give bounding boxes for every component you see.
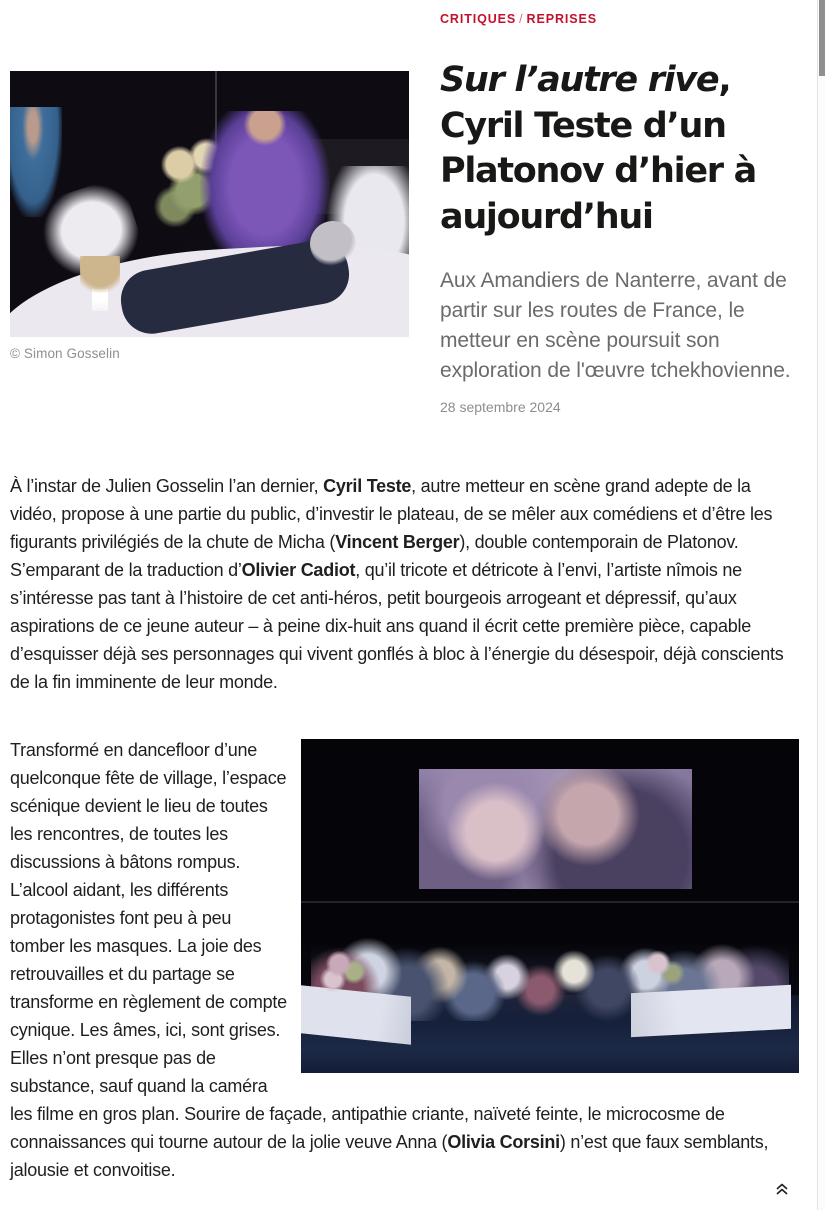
text-segment: , Cyril Teste d’un Platonov d’hier à aujourd’hui xyxy=(440,60,756,237)
paragraph-1 xyxy=(10,472,799,696)
header-text-column xyxy=(440,12,817,415)
figure-1 xyxy=(10,71,409,361)
double-chevron-up-icon xyxy=(774,1181,790,1197)
scrollbar-thumb[interactable] xyxy=(819,0,825,76)
scroll-to-top-button[interactable] xyxy=(771,1178,793,1200)
stage-photo-2 xyxy=(301,739,799,1073)
photo-shape xyxy=(633,943,689,993)
photo-shape xyxy=(80,256,120,311)
breadcrumb-separator: / xyxy=(519,12,524,26)
text-segment: Olivia Corsini xyxy=(447,1132,560,1153)
figure-2 xyxy=(301,739,799,1073)
breadcrumb xyxy=(440,12,817,26)
text-segment: , autre metteur en scène grand adepte de la vidéo, propose à une partie du public, d’investir le plateau, de se mêler aux comédiens et d’être les figurants privilégiés de la chute de Micha ( xyxy=(10,476,773,553)
text-segment: Cyril Teste xyxy=(323,476,412,497)
text-segment: Olivier Cadiot xyxy=(241,560,356,581)
paragraph-2-block xyxy=(10,736,799,1184)
breadcrumb-link-critiques[interactable]: CRITIQUES xyxy=(440,12,517,26)
text-segment: , qu’il tricote et détricote à l’envi, l’artiste nîmois ne s’intéresse pas tant à l’histoire de cet anti-héros, petit bourgeois arrogeant et dépressif, qu’aux aspirations de ce jeune auteur – à peine dix-huit ans quand il écrit cette première pièce, capable d’esquisser déjà ses personnages qui vivent gonflés à bloc à l’énergie du désespoir, déjà conscients de la fin imminente de leur monde. xyxy=(10,560,784,693)
text-segment: ), double contemporain de Platonov. S’emparant de la traduction d’ xyxy=(10,532,739,581)
article-body xyxy=(10,472,799,1184)
photo-credit: © Simon Gosselin xyxy=(10,346,120,361)
breadcrumb-link-reprises[interactable]: REPRISES xyxy=(526,12,597,26)
header-photo-column xyxy=(10,71,409,361)
text-segment: Sur l’autre rive xyxy=(440,60,719,100)
publication-date: 28 septembre 2024 xyxy=(440,399,561,416)
text-segment: Vincent Berger xyxy=(335,532,460,553)
text-segment: ) n’est que faux semblants, jalousie et convoitise. xyxy=(10,1132,769,1181)
projection-screen-shape xyxy=(419,769,692,889)
photo-shape xyxy=(315,943,375,995)
photo-shape xyxy=(310,221,356,267)
scrollbar-track[interactable] xyxy=(817,0,825,1210)
text-segment: À l’instar de Julien Gosselin l’an dernier, xyxy=(10,476,324,497)
page-title xyxy=(440,58,817,240)
standfirst: Aux Amandiers de Nanterre, avant de partir sur les routes de France, le metteur en scène poursuit son exploration de l'œuvre tchekhovienne. xyxy=(440,269,791,383)
article-header xyxy=(10,12,799,415)
stage-photo-1 xyxy=(10,71,409,337)
photo-shape xyxy=(301,901,799,903)
text-segment: Transformé en dancefloor d’une quelconque fête de village, l’espace scénique devient le lieu de toutes les rencontres, de toutes les discussions à bâtons rompus. L’alcool aidant, les différents protagonistes font peu à peu tomber les masques. La joie des retrouvailles et du partage se transforme en règlement de compte cynique. Les âmes, ici, sont grises. Elles n’ont presque pas de substance, sauf quand la caméra les filme en gros plan. Sourire de façade, antipathie criante, naïveté feinte, le microcosme de connaissances qui tourne autour de la jolie veuve Anna ( xyxy=(10,740,725,1153)
